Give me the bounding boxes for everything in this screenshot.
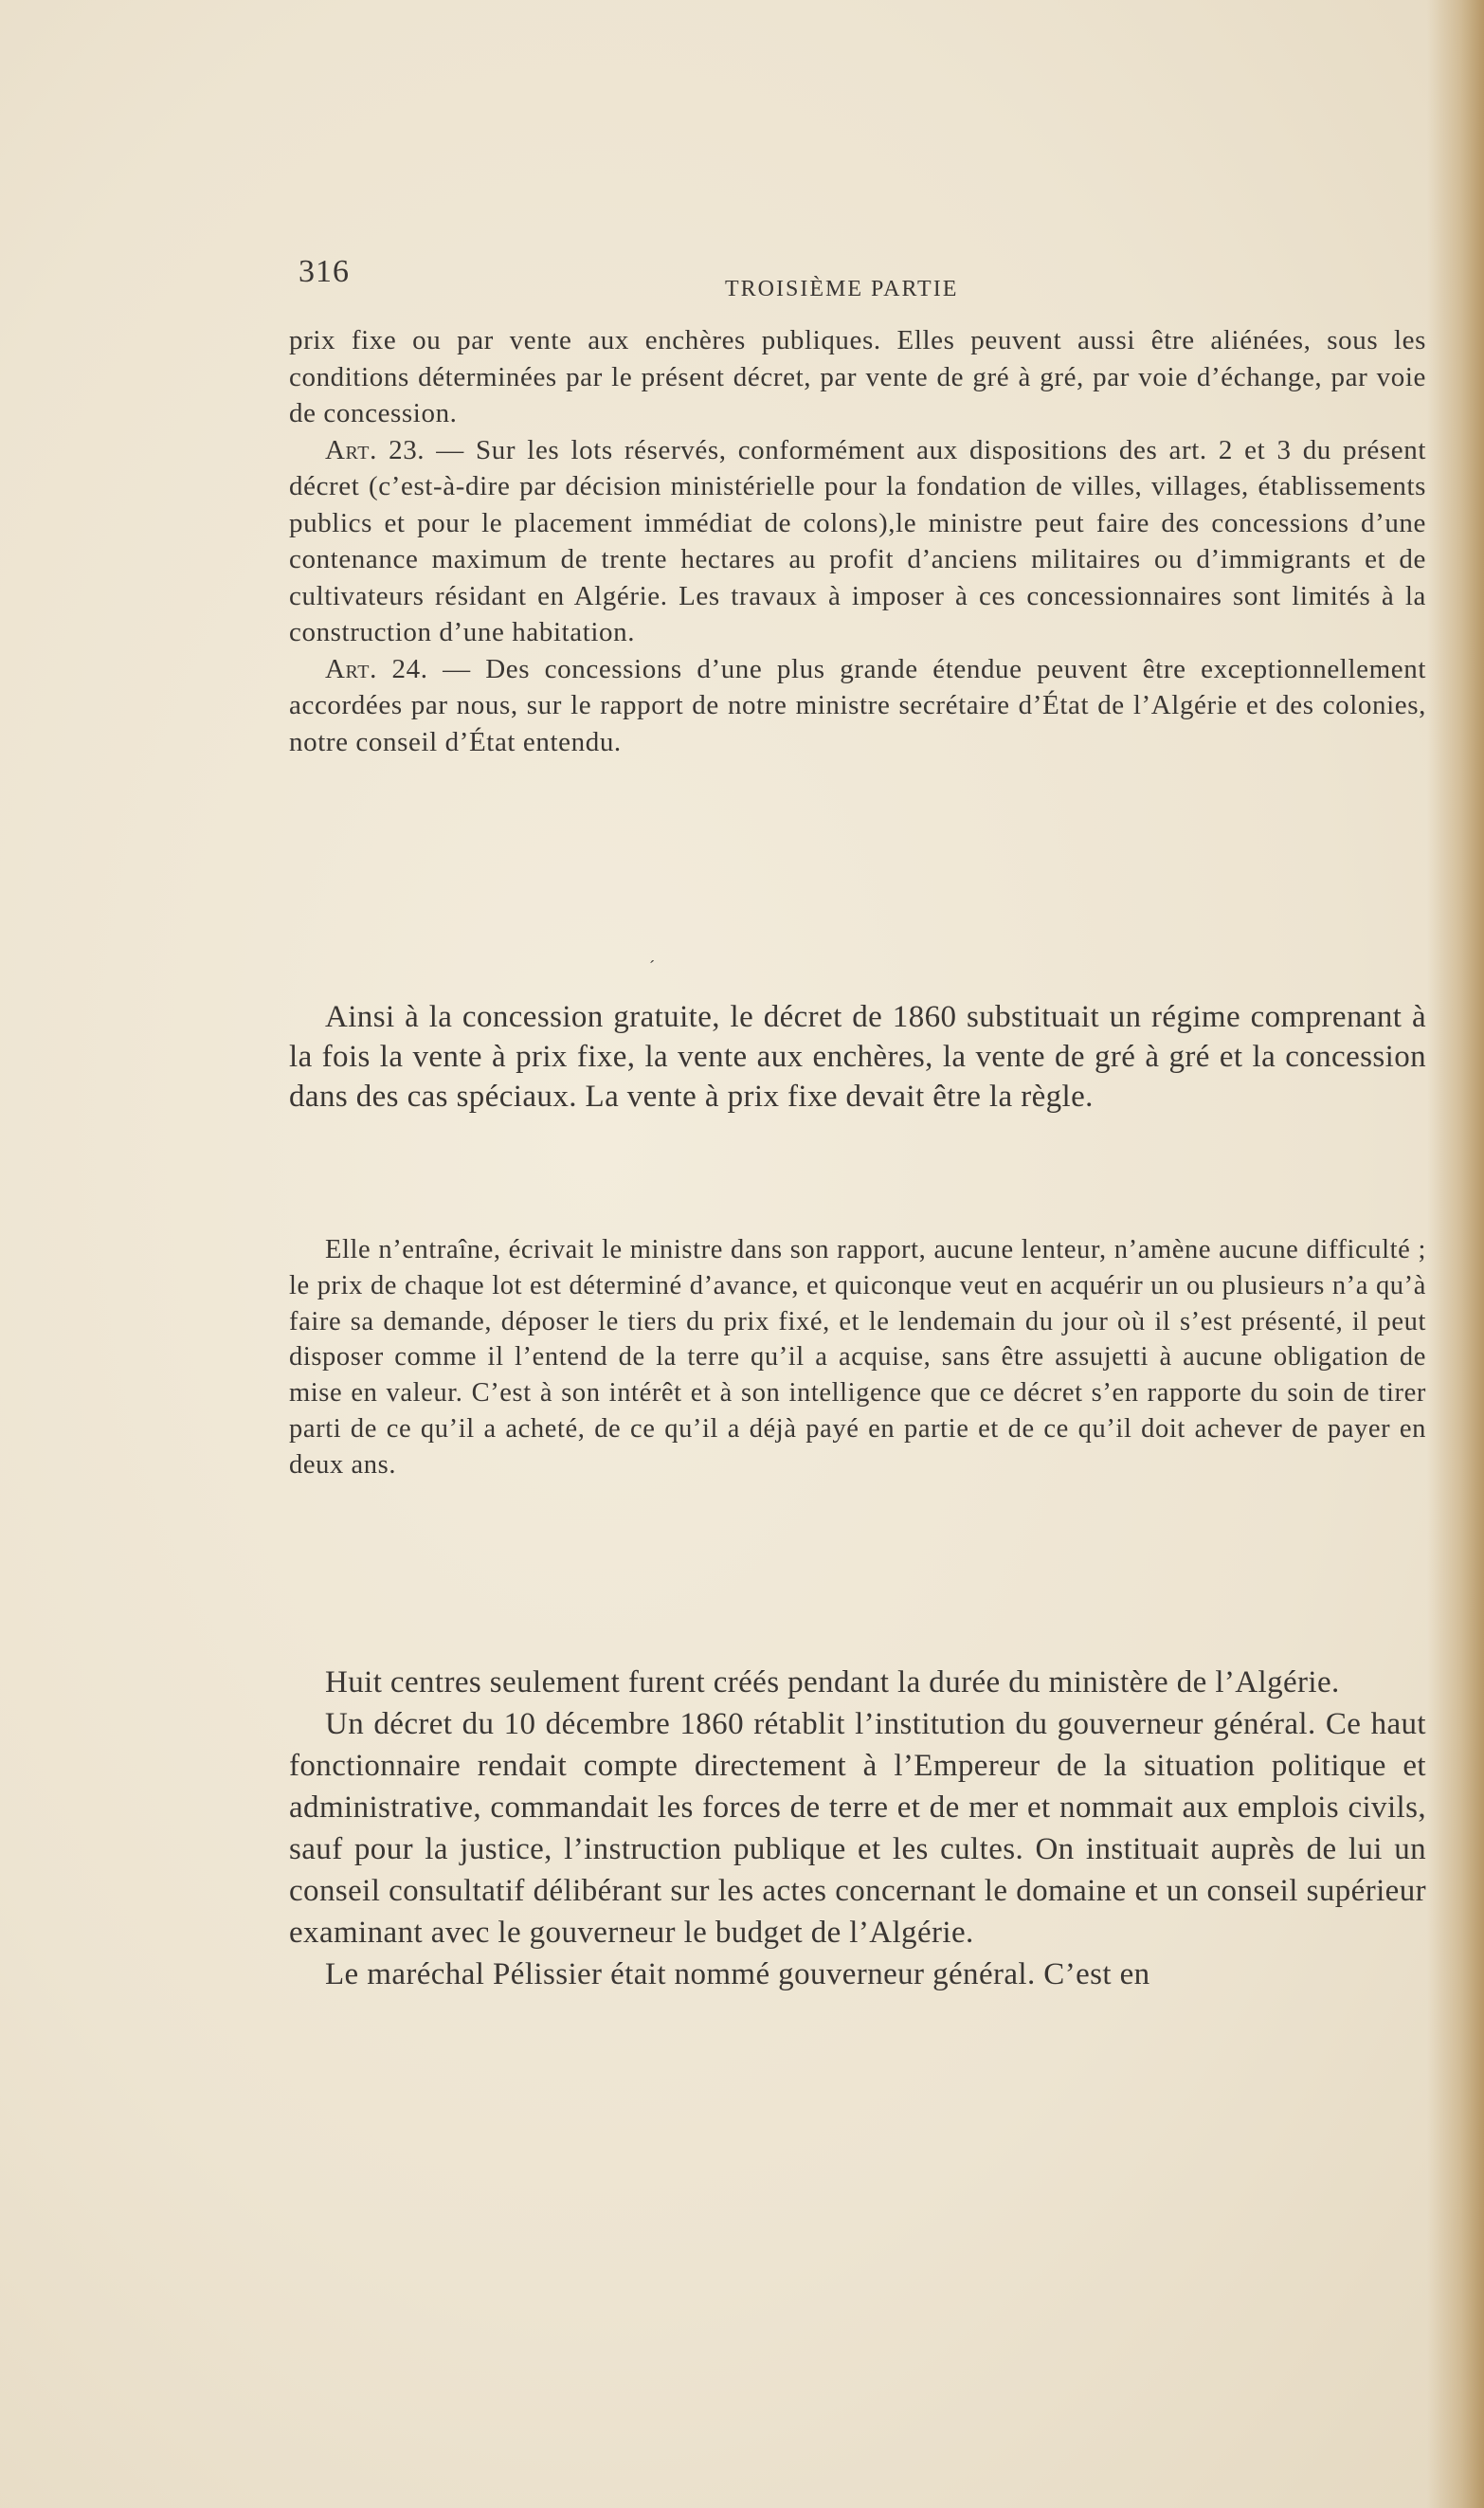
- minister-quote: [289, 1232, 1426, 1483]
- article-23-text: — Sur les lots réservés, conformément aux dispositions des art. 2 et 3 du présent décret (c’est-à-dire par décision ministérielle pour la fondation de villes, villages, établissements publics et pour le placement immédiat de colons),le ministre peut faire des concessions d’une contenance maximum de trente hectares au profit d’anciens militaires ou d’immigrants et de cultivateurs résidant en Algérie. Les travaux à imposer à ces concessionnaires sont limités à la construction d’une habitation.: [289, 434, 1426, 647]
- closing-paragraph-1: Huit centres seulement furent créés pendant la durée du ministère de l’Algérie.: [325, 1665, 1340, 1699]
- body-paragraph-1: Ainsi à la concession gratuite, le décret de 1860 substituait un régime comprenant à la fois la vente à prix fixe, la vente aux enchères, la vente de gré à gré et la concession dans des cas spéciaux. La vente à prix fixe devait être la règle.: [289, 1000, 1426, 1114]
- closing-paragraph-3: Le maréchal Pélissier était nommé gouverneur général. C’est en: [325, 1957, 1150, 1991]
- page-header: [299, 254, 1417, 301]
- running-title: TROISIÈME PARTIE: [725, 277, 959, 301]
- article-24-text: — Des concessions d’une plus grande étendue peuvent être exceptionnellement accordées par nous, sur le rapport de notre ministre secrétaire d’État de l’Algérie et des colonies, notre conseil d’État entendu.: [289, 653, 1426, 757]
- article-24-label: Art. 24.: [325, 653, 428, 684]
- article-23: [289, 432, 1426, 651]
- article-23-label: Art. 23.: [325, 434, 425, 465]
- quote-paragraph: Elle n’entraîne, écrivait le ministre dans son rapport, aucune lenteur, n’amène aucune difficulté ; le prix de chaque lot est déterminé d’avance, et quiconque veut en acquérir un ou plusieurs n’a qu’à faire sa demande, déposer le tiers du prix fixé, et le lendemain du jour où il s’est présenté, il peut disposer comme il l’entend de la terre qu’il a acquise, sans être assujetti à aucune obligation de mise en valeur. C’est à son intérêt et à son intelligence que ce décret s’en rapporte du soin de tirer parti de ce qu’il a acheté, de ce qu’il a déjà payé en partie et de ce qu’il doit achever de payer en deux ans.: [289, 1235, 1426, 1480]
- page-edge-shadow: [1427, 0, 1484, 2508]
- article-24: [289, 651, 1426, 761]
- page-number: 316: [299, 254, 350, 289]
- section-ornament: ˊ: [649, 957, 655, 976]
- closing-paragraph-2: Un décret du 10 décembre 1860 rétablit l’institution du gouverneur général. Ce haut fonctionnaire rendait compte directement à l’Empereur de la situation politique et administrative, commandait les forces de terre et de mer et nommait aux emplois civils, sauf pour la justice, l’instruction publique et les cultes. On instituait auprès de lui un conseil consultatif délibérant sur les actes concernant le domaine et un conseil supérieur examinant avec le gouverneur le budget de l’Algérie.: [289, 1707, 1426, 1950]
- body-paragraph: [289, 997, 1426, 1117]
- decree-articles: [289, 322, 1426, 760]
- article-continuation: prix fixe ou par vente aux enchères publiques. Elles peuvent aussi être aliénées, sous les conditions déterminées par le présent décret, par vente de gré à gré, par voie d’échange, par voie de concession.: [289, 325, 1426, 428]
- closing-paragraphs: [289, 1662, 1426, 1995]
